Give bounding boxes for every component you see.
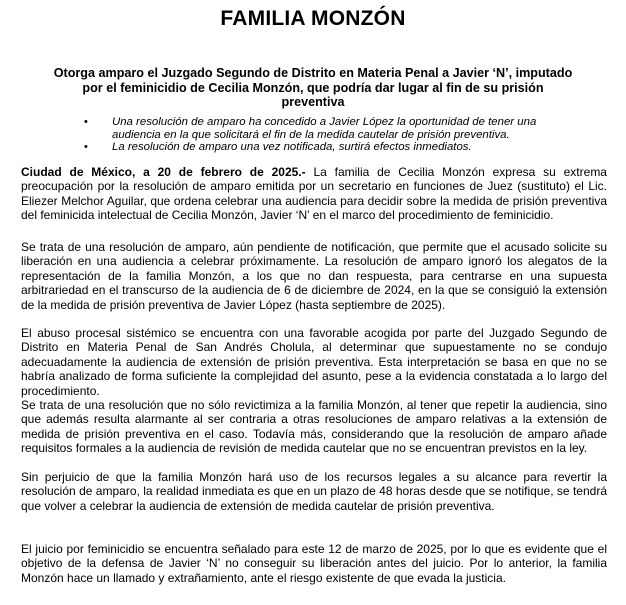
body-paragraph: Se trata de una resolución que no sólo revictimiza a la familia Monzón, al tener que repetir la audiencia, sino que además resulta alarmante al ser contraria a otras resoluciones de amparo relativas a la extensión de medida de prisión preventiva en el caso. Todavía más, considerando que la resolución de amparo añade requisitos formales a la audiencia de revisión de medida cautelar que no se encuentran previstos en la ley. [21, 398, 607, 456]
bullet-symbol: • [84, 116, 88, 128]
dateline: Ciudad de México, a 20 de febrero de 2025.- [21, 165, 306, 179]
bullet-item [84, 116, 584, 141]
bullet-symbol: • [84, 141, 88, 154]
summary-bullet-list [84, 116, 584, 154]
bullet-text: Una resolución de amparo ha concedido a Javier López la oportunidad de tener una audiencia en la que solicitará el fin de la medida cautelar de prisión preventiva. [112, 116, 537, 141]
bullet-item [84, 141, 584, 154]
headline: Otorga amparo el Juzgado Segundo de Distrito en Materia Penal a Javier ‘N’, imputado por el feminicidio de Cecilia Monzón, que podría dar lugar al fin de su prisión preventiva [53, 66, 573, 110]
document-title: FAMILIA MONZÓN [220, 7, 406, 30]
body-paragraph: El abuso procesal sistémico se encuentra con una favorable acogida por parte del Juzgado Segundo de Distrito en Materia Penal de San Andrés Cholula, al determinar que supuestamente no se condujo adecuadamente la audiencia de extensión de prisión preventiva. Esta interpretación se basa en que no se habría analizado de forma suficiente la complejidad del asunto, pese a la evidencia constatada a lo largo del procedimiento. [21, 326, 607, 398]
body-paragraph: Se trata de una resolución de amparo, aún pendiente de notificación, que permite que el acusado solicite su liberación en una audiencia a celebrar próximamente. La resolución de amparo ignoró los alegatos de la representación de la familia Monzón, a los que no dan respuesta, para centrarse en una supuesta arbitrariedad en el transcurso de la audiencia de 6 de diciembre de 2024, en la que se consiguió la extensión de la medida de prisión preventiva de Javier López (hasta septiembre de 2025). [21, 240, 607, 312]
bullet-text: La resolución de amparo una vez notificada, surtirá efectos inmediatos. [112, 141, 472, 154]
body-paragraph: El juicio por feminicidio se encuentra señalado para este 12 de marzo de 2025, por lo que es evidente que el objetivo de la defensa de Javier ‘N’ no conseguir su liberación antes del juicio. Por lo anterior, la familia Monzón hace un llamado y extrañamiento, ante el riesgo existente de que evada la justicia. [21, 542, 607, 585]
paragraph-text: La familia de Cecilia Monzón expresa su extrema preocupación por la resolución de amparo emitida por un secretario en funciones de Juez (sustituto) el Lic. Eliezer Melchor Aguilar, que ordena celebrar una audiencia para decidir sobre la medida de prisión preventiva del feminicida intelectual de Cecilia Monzón, Javier ‘N’ en el marco del procedimiento de feminicidio. [21, 165, 607, 223]
body-paragraph [21, 165, 607, 223]
body-paragraph: Sin perjuicio de que la familia Monzón hará uso de los recursos legales a su alcance para revertir la resolución de amparo, la realidad inmediata es que en un plazo de 48 horas desde que se notifique, se tendrá que volver a celebrar la audiencia de extensión de medida cautelar de prisión preventiva. [21, 470, 607, 513]
